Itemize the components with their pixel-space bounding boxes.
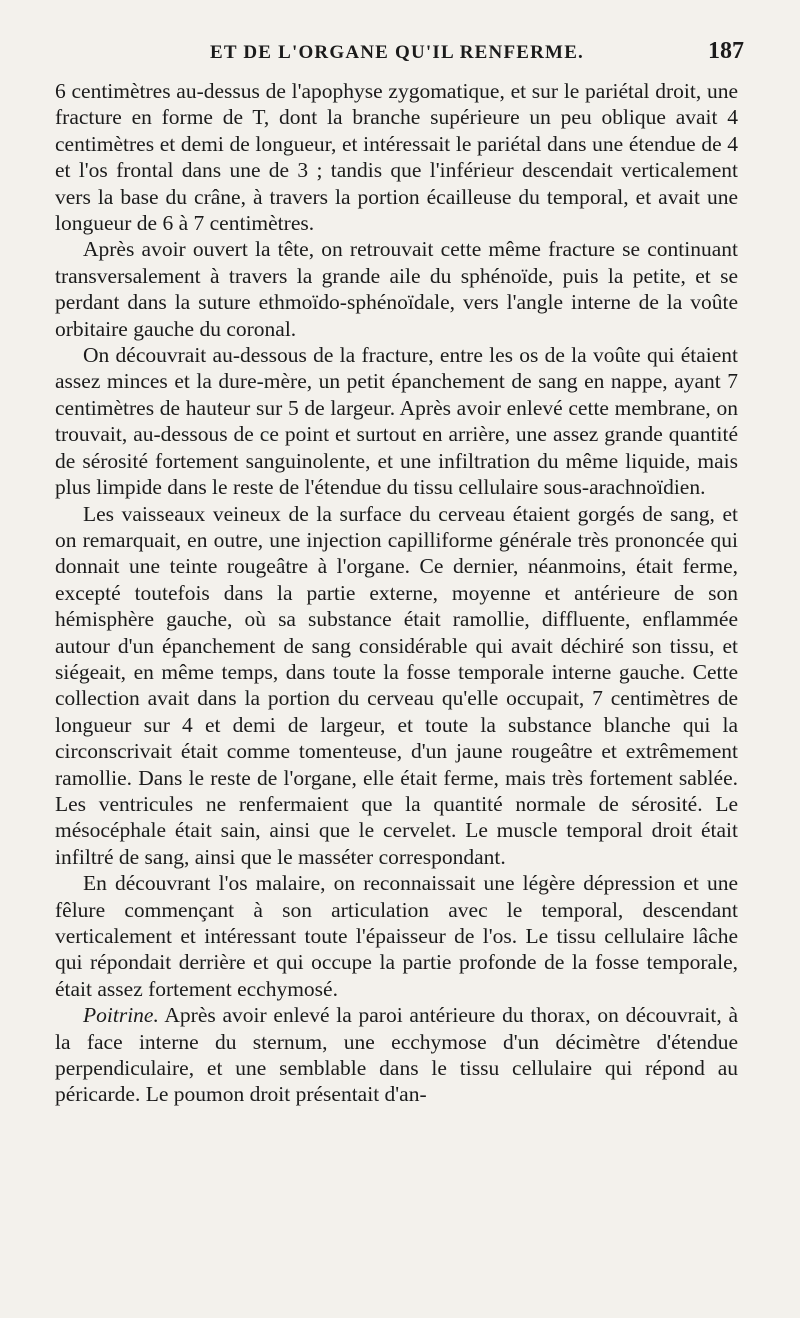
running-header xyxy=(55,36,744,78)
page-number: 187 xyxy=(708,38,744,64)
poitrine-text: Après avoir enlevé la paroi antérieure du thorax, on découvrait, à la face interne du sternum, une ecchymose d'un décimètre d'étendue perpendiculaire, et une semblable dans le tissu cellulaire qui répond au péricarde. Le poumon droit présentait d'an- xyxy=(55,1003,738,1107)
paragraph-poitrine xyxy=(55,1002,738,1108)
paragraph-fracture-continuation: Après avoir ouvert la tête, on retrouvait cette même fracture se continuant transversalement à travers la grande aile du sphénoïde, puis la petite, et se perdant dans la suture ethmoïdo-sphénoïdale, vers l'angle interne de la voûte orbitaire gauche du coronal. xyxy=(55,237,738,341)
paragraph-continuation: 6 centimètres au-dessus de l'apophyse zygomatique, et sur le pariétal droit, une fracture en forme de T, dont la branche supérieure un peu oblique avait 4 centimètres et demi de longueur, et intéressait le pariétal dans une étendue de 4 et l'os frontal dans une de 3 ; tandis que l'inférieur descendait verticalement vers la base du crâne, à travers la portion écailleuse du temporal, et avait une longueur de 6 à 7 centimètres. xyxy=(55,79,738,236)
paragraph-cerveau: Les vaisseaux veineux de la surface du cerveau étaient gorgés de sang, et on remarquait, en outre, une injection capilliforme générale très prononcée qui donnait une teinte rougeâtre à l'organe. Ce dernier, néanmoins, était ferme, excepté toutefois dans la partie externe, moyenne et antérieure de son hémisphère gauche, où sa substance était ramollie, diffluente, enflammée autour d'un épanchement de sang considérable qui avait déchiré son tissu, et siégeait, en même temps, dans toute la fosse temporale interne gauche. Cette collection avait dans la portion du cerveau qu'elle occupait, 7 centimètres de longueur sur 4 et demi de largeur, et toute la substance blanche qui la circonscrivait était comme tomenteuse, d'un jaune rougeâtre et extrêmement ramollie. Dans le reste de l'organe, elle était ferme, mais très fortement sablée. Les ventricules ne renfermaient que la quantité normale de sérosité. Le mésocéphale était sain, ainsi que le cervelet. Le muscle temporal droit était infiltré de sang, ainsi que le masséter correspondant. xyxy=(55,501,738,869)
section-label-poitrine: Poitrine. xyxy=(83,1003,159,1028)
paragraph-os-malaire: En découvrant l'os malaire, on reconnaissait une légère dépression et une fêlure commençant à son articulation avec le temporal, descendant verticalement et intéressant toute l'épaisseur de l'os. Le tissu cellulaire lâche qui répondait derrière et qui occupe la partie profonde de la fosse temporale, était assez fortement ecchymosé. xyxy=(55,871,738,1001)
running-title: ET DE L'ORGANE QU'IL RENFERME. xyxy=(210,42,585,63)
paragraph-epanchement: On découvrait au-dessous de la fracture, entre les os de la voûte qui étaient assez minces et la dure-mère, un petit épanchement de sang en nappe, ayant 7 centimètres de hauteur sur 5 de largeur. Après avoir enlevé cette membrane, on trouvait, au-dessous de ce point et surtout en arrière, une assez grande quantité de sérosité fortement sanguinolente, et une infiltration du même liquide, mais plus limpide dans le reste de l'étendue du tissu cellulaire sous-arachnoïdien. xyxy=(55,343,738,500)
body-text xyxy=(55,78,738,1108)
